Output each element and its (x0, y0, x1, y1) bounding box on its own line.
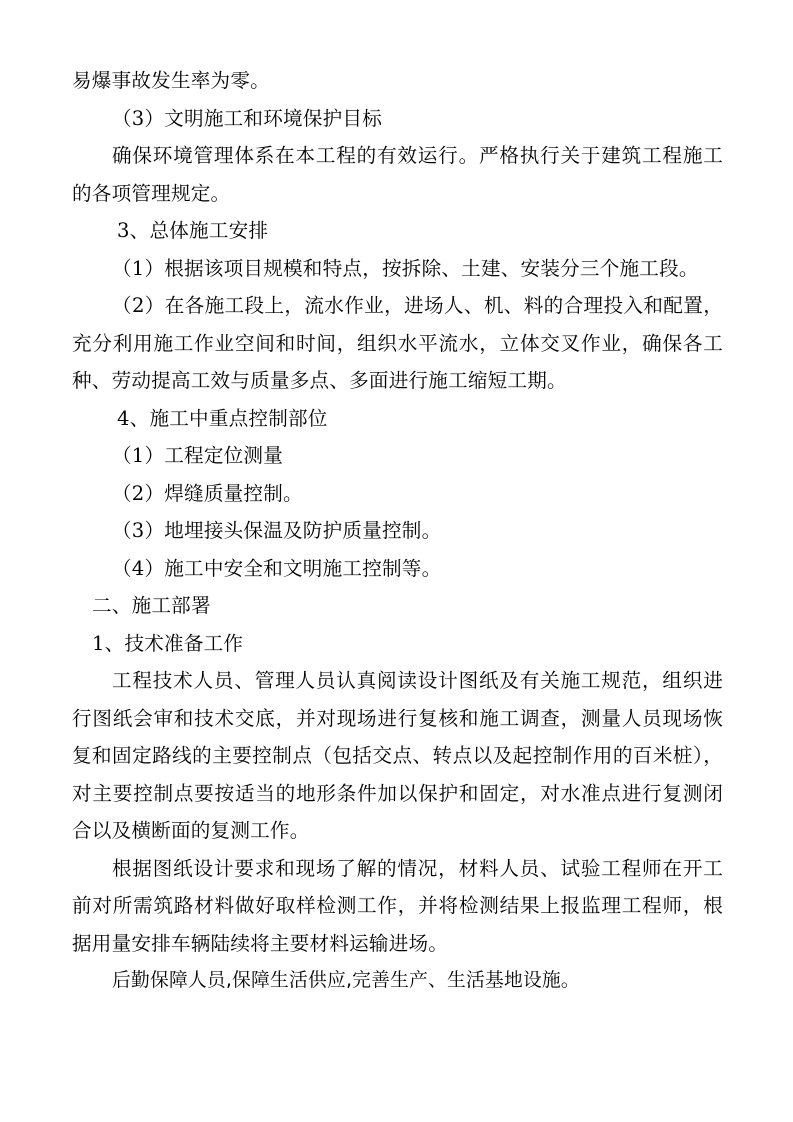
list-item-2-weld-quality-control: （2）焊缝质量控制。 (112, 481, 303, 505)
list-item-1-positioning-survey: （1）工程定位测量 (112, 444, 284, 467)
heading-section-2-construction-deployment: 二、施工部署 (92, 594, 211, 617)
paragraph-technical-personnel-drawings: 工程技术人员、管理人员认真阅读设计图纸及有关施工规范，组织进行图纸会审和技术交底，并对现场进行复核和施工调查，测量人员现场恢复和固定路线的主要控制点（包括交点、转点以及起控制作用的百米桩），对主要控制点要按适当的地形条件加以保护和固定，对水准点进行复测闭合以及横断面的复测工作。 (72, 669, 723, 842)
document-text-body (72, 62, 723, 1000)
list-item-3-buried-joint-insulation: （3）地埋接头保温及防护质量控制。 (112, 519, 442, 542)
paragraph-environmental-management: 确保环境管理体系在本工程的有效运行。严格执行关于建筑工程施工的各项管理规定。 (72, 144, 723, 205)
heading-3-overall-arrangement: 3、总体施工安排 (117, 219, 269, 242)
list-item-1-project-scale: （1）根据该项目规模和特点，按拆除、土建、安装分三个施工段。 (112, 256, 699, 280)
list-item-4-safety-civilized-control: （4）施工中安全和文明施工控制等。 (112, 556, 442, 580)
paragraph-logistics-support: 后勤保障人员,保障生活供应,完善生产、生活基地设施。 (112, 970, 580, 991)
heading-item-3-civilized-construction: （3）文明施工和环境保护目标 (112, 106, 382, 130)
heading-4-key-control-positions: 4、施工中重点控制部位 (117, 406, 328, 430)
heading-1-technical-preparation: 1、技术准备工作 (92, 631, 244, 655)
paragraph-material-sampling-testing: 根据图纸设计要求和现场了解的情况，材料人员、试验工程师在开工前对所需筑路材料做好取样检测工作，并将检测结果上报监理工程师，根据用量安排车辆陆续将主要材料运输进场。 (72, 856, 723, 955)
list-item-2-flow-operation: （2）在各施工段上，流水作业，进场人、机、料的合理投入和配置，充分利用施工作业空间和时间，组织水平流水，立体交叉作业，确保各工种、劳动提高工效与质量多点、多面进行施工缩短工期。 (72, 294, 723, 392)
paragraph-continuation-explosion-rate: 易爆事故发生率为零。 (72, 69, 270, 92)
